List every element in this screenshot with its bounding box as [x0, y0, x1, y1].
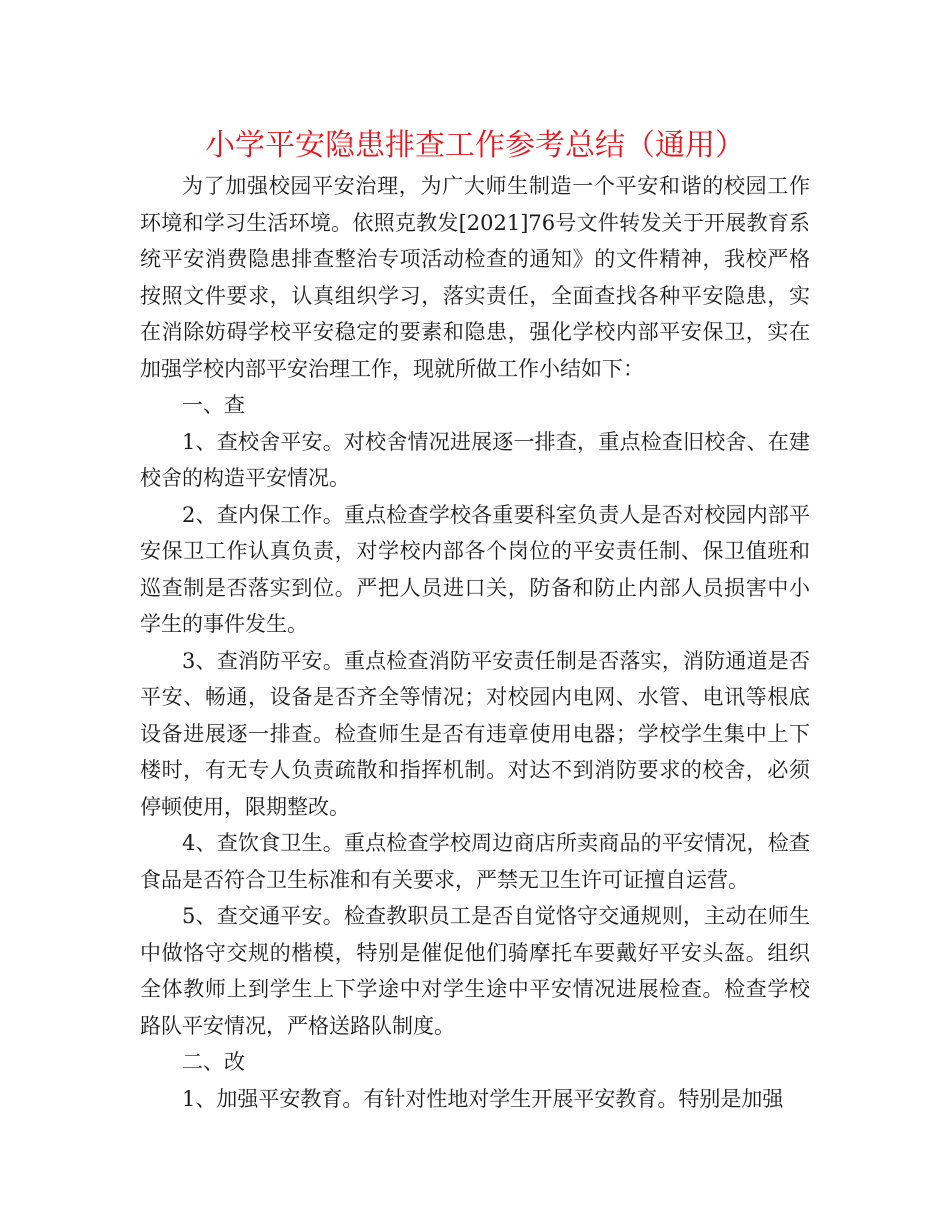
paragraph-check-food-hygiene: 4、查饮食卫生。重点检查学校周边商店所卖商品的平安情况，检查食品是否符合卫生标准和有关要求，严禁无卫生许可证擅自运营。 — [140, 831, 810, 892]
paragraph-check-internal-security: 2、查内保工作。重点检查学校各重要科室负责人是否对校园内部平安保卫工作认真负责，对学校内部各个岗位的平安责任制、保卫值班和巡查制是否落实到位。严把人员进口关，防备和防止内部人员损害中小学生的事件发生。 — [140, 502, 810, 636]
paragraph-intro: 为了加强校园平安治理，为广大师生制造一个平安和谐的校园工作环境和学习生活环境。依照克教发[2021]76号文件转发关于开展教育系统平安消费隐患排查整治专项活动检查的通知》的文件精神，我校严格按照文件要求，认真组织学习，落实责任，全面查找各种平安隐患，实在消除妨碍学校平安稳定的要素和隐患，强化学校内部平安保卫，实在加强学校内部平安治理工作，现就所做工作小结如下： — [140, 174, 810, 381]
document-title: 小学平安隐患排查工作参考总结（通用） — [205, 128, 745, 163]
document-body — [140, 168, 810, 1117]
paragraph-check-traffic-safety: 5、查交通平安。检查教职员工是否自觉恪守交通规则，主动在师生中做恪守交规的楷模，特别是催促他们骑摩托车要戴好平安头盔。组织全体教师上到学生上下学途中对学生途中平安情况进展检查。检查学校路队平安情况，严格送路队制度。 — [140, 904, 810, 1038]
section-heading-check: 一、查 — [182, 393, 245, 417]
paragraph-check-buildings: 1、查校舍平安。对校舍情况进展逐一排查，重点检查旧校舍、在建校舍的构造平安情况。 — [140, 429, 810, 490]
paragraph-check-fire-safety: 3、查消防平安。重点检查消防平安责任制是否落实，消防通道是否平安、畅通，设备是否齐全等情况；对校园内电网、水管、电讯等根底设备进展逐一排查。检查师生是否有违章使用电器；学校学生集中上下楼时，有无专人负责疏散和指挥机制。对达不到消防要求的校舍，必须停顿使用，限期整改。 — [140, 648, 810, 819]
paragraph-improve-education: 1、加强平安教育。有针对性地对学生开展平安教育。特别是加强 — [182, 1086, 784, 1111]
section-heading-improve: 二、改 — [182, 1050, 245, 1074]
